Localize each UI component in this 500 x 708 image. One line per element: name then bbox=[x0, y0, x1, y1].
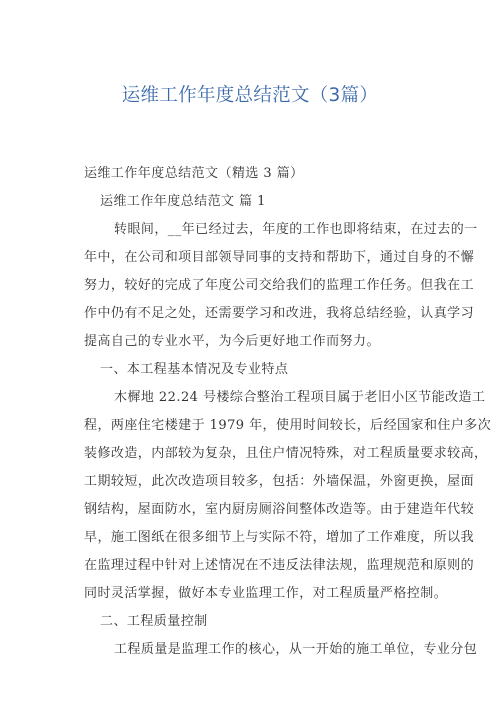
paragraph-line: 程，两座住宅楼建于 1979 年，使用时间较长，后经国家和住户多次 bbox=[84, 418, 492, 433]
article-heading: 运维工作年度总结范文 篇 1 bbox=[100, 194, 266, 209]
paragraph-line: 年中，在公司和项目部领导同事的支持和帮助下，通过自身的不懈 bbox=[84, 250, 475, 265]
paragraph-line: 木樨地 22.24 号楼综合整治工程项目属于老旧小区节能改造工 bbox=[114, 390, 486, 405]
paragraph-line: 提高自己的专业水平，为今后更好地工作而努力。 bbox=[84, 334, 380, 349]
paragraph-line: 努力，较好的完成了年度公司交给我们的监理工作任务。但我在工 bbox=[84, 278, 475, 293]
paragraph-line: 装修改造，内部较为复杂，且住户情况特殊，对工程质量要求较高， bbox=[84, 446, 488, 461]
paragraph-line: 作中仍有不足之处，还需要学习和改进，我将总结经验，认真学习 bbox=[84, 306, 475, 321]
paragraph-line: 工期较短，此次改造项目较多，包括：外墙保温，外窗更换，屋面 bbox=[84, 474, 475, 489]
section-heading: 二、工程质量控制 bbox=[100, 614, 208, 629]
paragraph-line: 同时灵活掌握，做好本专业监理工作，对工程质量严格控制。 bbox=[84, 586, 448, 601]
section-heading: 一、本工程基本情况及专业特点 bbox=[100, 362, 289, 377]
paragraph-line: 在监理过程中针对上述情况在不违反法律法规，监理规范和原则的 bbox=[84, 558, 475, 573]
document-subtitle: 运维工作年度总结范文（精选 3 篇） bbox=[84, 166, 304, 181]
paragraph-line: 钢结构，屋面防水，室内厨房厕浴间整体改造等。由于建造年代较 bbox=[84, 502, 475, 517]
paragraph-line: 转眼间，__年已经过去，年度的工作也即将结束，在过去的一 bbox=[114, 222, 478, 237]
paragraph-line: 工程质量是监理工作的核心，从一开始的施工单位，专业分包 bbox=[114, 642, 478, 657]
document-title: 运维工作年度总结范文（3篇） bbox=[121, 85, 379, 106]
paragraph-line: 早，施工图纸在很多细节上与实际不符，增加了工作难度，所以我 bbox=[84, 530, 475, 545]
